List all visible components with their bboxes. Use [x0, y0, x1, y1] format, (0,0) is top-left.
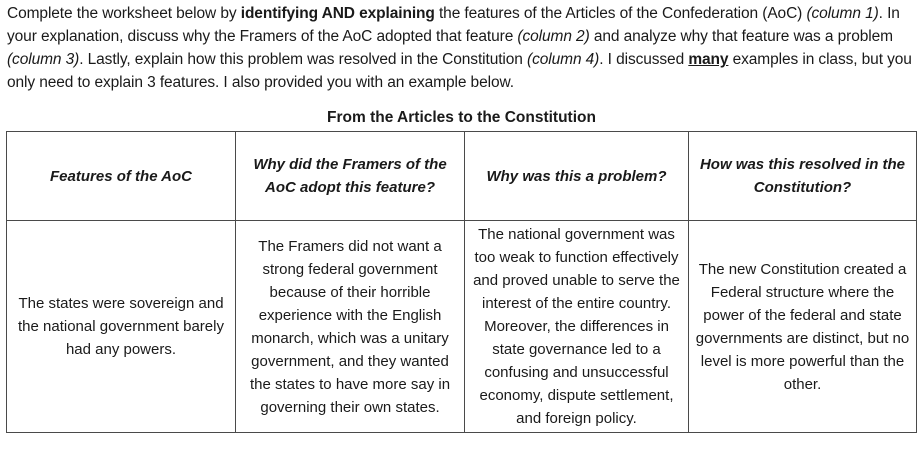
header-how-resolved: How was this resolved in the Constitution?: [689, 132, 917, 221]
table-title: From the Articles to the Constitution: [327, 109, 596, 126]
instr-text: . In your explanation, discuss why the Framers of the AoC adopted that feature: [7, 5, 900, 45]
instr-italic: (column 2): [517, 28, 590, 45]
worksheet-instructions: [7, 2, 917, 94]
instr-italic: (column 1): [806, 5, 879, 22]
instr-text: Complete the worksheet below by: [7, 5, 241, 22]
table-row: [7, 221, 917, 433]
header-why-adopt: Why did the Framers of the AoC adopt this feature?: [236, 132, 465, 221]
instr-underline: many: [688, 51, 729, 68]
worksheet-table: [6, 131, 917, 433]
cell-why-problem: The national government was too weak to function effectively and proved unable to serve the interest of the entire country. Moreover, the differences in state governance led to a confusing and unsuccessful economy, dispute settlement, and foreign policy.: [465, 221, 689, 433]
header-why-problem: Why was this a problem?: [465, 132, 689, 221]
instr-text: . Lastly, explain how this problem was resolved in the Constitution: [79, 51, 528, 68]
table-header-row: [7, 132, 917, 221]
instr-text: and analyze why that feature was a problem: [589, 28, 893, 45]
cell-how-resolved: The new Constitution created a Federal structure where the power of the federal and state governments are distinct, but no level is more powerful than the other.: [689, 221, 917, 433]
instr-text: examples in class, but you only need to explain 3 features. I also provided you with an example below.: [7, 51, 912, 91]
cell-why-adopt: The Framers did not want a strong federal government because of their horrible experience with the English monarch, which was a unitary government, and they wanted the states to have more say in governing their own states.: [236, 221, 465, 433]
instr-italic: (column 4): [527, 51, 600, 68]
header-features: Features of the AoC: [7, 132, 236, 221]
instr-text: the features of the Articles of the Confederation (AoC): [434, 5, 807, 22]
instr-bold: identifying AND explaining: [240, 5, 435, 22]
cell-feature: The states were sovereign and the national government barely had any powers.: [7, 221, 236, 433]
instr-italic: (column 3): [7, 51, 80, 68]
instr-text: . I discussed: [599, 51, 689, 68]
